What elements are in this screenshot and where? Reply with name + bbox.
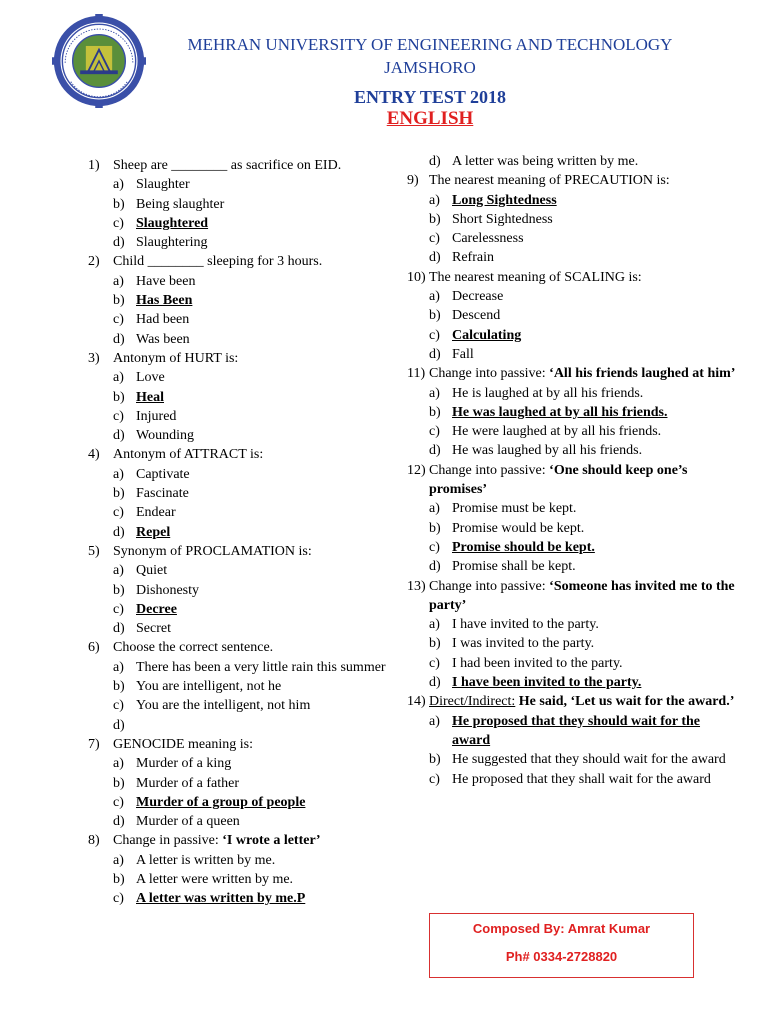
option-13a: a) I have invited to the party. xyxy=(429,617,599,633)
phone-number: Ph# 0334-2728820 xyxy=(505,949,618,964)
test-title: ENTRY TEST 2018 xyxy=(353,87,507,107)
option-8c-answer: c) A letter was written by me.P xyxy=(113,891,306,907)
question-11: 11) Change into passive: ‘All his friends laughed at him’ xyxy=(407,366,736,382)
option-14a-answer: a) He proposed that they should wait for the award xyxy=(429,713,701,748)
question-4: 4) Antonym of ATTRACT is: xyxy=(88,447,264,463)
option-9b: b) Short Sightedness xyxy=(429,211,553,227)
option-11d: d) He was laughed by all his friends. xyxy=(429,443,643,459)
option-1a: a) Slaughter xyxy=(113,177,190,193)
option-6c: c) You are the intelligent, not him xyxy=(113,698,311,714)
option-14b: b) He suggested that they should wait for the award xyxy=(429,752,726,768)
option-1d: d) Slaughtering xyxy=(113,235,208,251)
option-4d-answer: d) Repel xyxy=(113,524,171,540)
option-9d: d) Refrain xyxy=(429,250,494,266)
option-4a: a) Captivate xyxy=(113,466,190,482)
question-6: 6) Choose the correct sentence. xyxy=(88,640,274,656)
option-3c: c) Injured xyxy=(113,408,177,424)
option-2d: d) Was been xyxy=(113,331,190,347)
option-5b: b) Dishonesty xyxy=(113,582,199,598)
option-1c-answer: c) Slaughtered xyxy=(113,215,209,231)
option-10c-answer: c) Calculating xyxy=(429,327,522,343)
option-7d: d) Murder of a queen xyxy=(113,814,240,830)
question-8: 8) Change in passive: ‘I wrote a letter’ xyxy=(88,833,321,849)
option-11c: c) He were laughed at by all his friends. xyxy=(429,424,662,440)
questions-left-column xyxy=(88,156,388,909)
option-9c: c) Carelessness xyxy=(429,231,524,247)
option-3b-answer: b) Heal xyxy=(113,389,164,405)
question-9: 9) The nearest meaning of PRECAUTION is: xyxy=(407,173,670,189)
question-1: 1) Sheep are ________ as sacrifice on EID. xyxy=(88,158,342,173)
option-6a: a) There has been a very little rain this summer xyxy=(113,659,386,675)
option-12d: d) Promise shall be kept. xyxy=(429,559,576,575)
option-5c-answer: c) Decree xyxy=(113,601,177,617)
option-14c: c) He proposed that they shall wait for the award xyxy=(429,771,711,787)
option-12b: b) Promise would be kept. xyxy=(429,520,585,536)
university-name: MEHRAN UNIVERSITY OF ENGINEERING AND TECHNOLOGY xyxy=(187,35,673,54)
option-5d: d) Secret xyxy=(113,621,171,637)
option-4b: b) Fascinate xyxy=(113,486,189,502)
question-12: 12) Change into passive: ‘One should keep one’s promises’ xyxy=(407,462,688,498)
question-14: 14) Direct/Indirect: He said, ‘Let us wait for the award.’ xyxy=(407,694,735,710)
option-7c-answer: c) Murder of a group of people xyxy=(113,794,306,810)
option-3a: a) Love xyxy=(113,370,165,386)
question-3: 3) Antonym of HURT is: xyxy=(88,350,239,366)
option-3d: d) Wounding xyxy=(113,428,194,444)
option-11a: a) He is laughed at by all his friends. xyxy=(429,385,644,401)
questions-right-column xyxy=(407,152,737,789)
option-1b: b) Being slaughter xyxy=(113,196,225,212)
option-5a: a) Quiet xyxy=(113,563,168,579)
option-12c-answer: c) Promise should be kept. xyxy=(429,539,595,555)
option-13d-answer: d) I have been invited to the party. xyxy=(429,675,642,691)
option-11b-answer: b) He was laughed at by all his friends. xyxy=(429,404,668,420)
option-10b: b) Descend xyxy=(429,308,501,324)
question-7: 7) GENOCIDE meaning is: xyxy=(88,736,253,752)
option-8a: a) A letter is written by me. xyxy=(113,852,276,868)
option-13c: c) I had been invited to the party. xyxy=(429,655,623,671)
subject-title: ENGLISH xyxy=(386,108,474,129)
option-4c: c) Endear xyxy=(113,505,176,521)
option-2b-answer: b) Has Been xyxy=(113,293,193,309)
credit-box xyxy=(429,913,694,978)
option-7a: a) Murder of a king xyxy=(113,756,232,772)
option-7b: b) Murder of a father xyxy=(113,775,240,791)
option-6b: b) You are intelligent, not he xyxy=(113,679,282,695)
composed-by: Composed By: Amrat Kumar xyxy=(472,921,651,936)
question-10: 10) The nearest meaning of SCALING is: xyxy=(407,269,642,285)
option-10a: a) Decrease xyxy=(429,289,504,305)
option-12a: a) Promise must be kept. xyxy=(429,501,577,517)
option-9a-answer: a) Long Sightedness xyxy=(429,192,557,208)
option-6d: d) xyxy=(113,717,125,733)
option-2c: c) Had been xyxy=(113,312,190,328)
question-5: 5) Synonym of PROCLAMATION is: xyxy=(88,543,312,559)
option-2a: a) Have been xyxy=(113,273,196,289)
university-location: JAMSHORO xyxy=(384,58,476,77)
option-8d: d) A letter was being written by me. xyxy=(429,154,639,169)
question-2: 2) Child ________ sleeping for 3 hours. xyxy=(88,254,323,270)
option-8b: b) A letter were written by me. xyxy=(113,871,294,887)
question-13: 13) Change into passive: ‘Someone has invited me to the party’ xyxy=(407,578,735,613)
option-10d: d) Fall xyxy=(429,346,474,362)
option-13b: b) I was invited to the party. xyxy=(429,636,595,652)
